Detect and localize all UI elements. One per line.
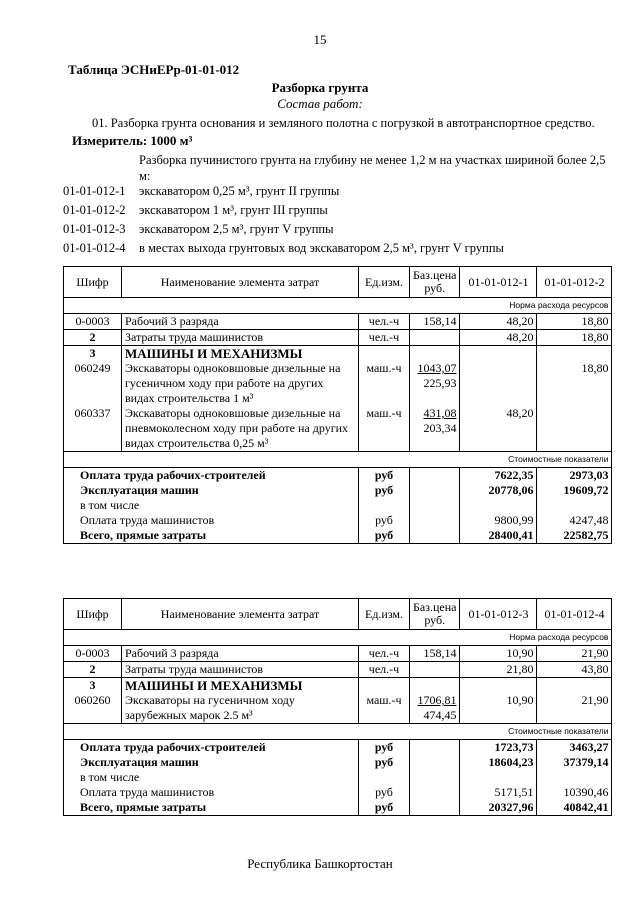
meter-unit: Измеритель: 1000 м³ <box>72 133 193 148</box>
total-value: 20778,06 <box>460 483 537 498</box>
code: 01-01-012-1 <box>63 184 126 198</box>
cell-name: Затраты труда машинистов <box>122 662 359 678</box>
cell-value: 18,80 <box>537 361 612 406</box>
total-unit: руб <box>359 528 410 544</box>
total-name: Оплата труда рабочих-строителей <box>64 468 359 484</box>
cost-label: Стоимостные показатели <box>64 724 612 740</box>
total-value: 9800,99 <box>460 513 537 528</box>
work-description: Разборка пучинистого грунта на глубину не менее 1,2 м на участках шириной более 2,5 м: <box>139 153 606 183</box>
table-row <box>64 330 612 346</box>
table-row <box>64 314 612 330</box>
table-row <box>64 693 612 724</box>
price-primary: 1706,81 <box>417 693 457 707</box>
cell-price: 158,14 <box>410 646 460 662</box>
price-secondary: 203,34 <box>423 421 457 435</box>
section-number: 3 <box>64 678 122 694</box>
header-col2: 01-01-012-2 <box>537 267 612 298</box>
cell-name: Затраты труда машинистов <box>122 330 359 346</box>
norm-label: Норма расхода ресурсов <box>64 298 612 314</box>
table-row <box>64 361 612 406</box>
work-item: 01. Разборка грунта основания и земляного полотна с погрузкой в автотранспортное средство. <box>92 116 595 130</box>
code-line <box>63 203 328 218</box>
table-row <box>64 662 612 678</box>
cell-price <box>410 406 460 452</box>
cell-name: Экскаваторы на гусеничном ходу зарубежных марок 2.5 м³ <box>122 693 359 724</box>
total-value: 10390,46 <box>537 785 612 800</box>
total-value: 40842,41 <box>537 800 612 816</box>
total-row <box>64 770 612 785</box>
cell-unit: чел.-ч <box>359 646 410 662</box>
cell-name: Рабочий 3 разряда <box>122 646 359 662</box>
total-row <box>64 800 612 816</box>
work-composition-label: Состав работ: <box>277 96 363 111</box>
section-number: 3 <box>64 346 122 362</box>
total-value: 4247,48 <box>537 513 612 528</box>
code: 01-01-012-4 <box>63 241 126 255</box>
cell-cipher: 060260 <box>64 693 122 724</box>
total-name: Эксплуатация машин <box>64 755 359 770</box>
cell-cipher: 2 <box>64 330 122 346</box>
cell-price: 158,14 <box>410 314 460 330</box>
total-row <box>64 755 612 770</box>
total-value: 19609,72 <box>537 483 612 498</box>
header-col2: 01-01-012-4 <box>537 599 612 630</box>
cell-value: 21,90 <box>537 693 612 724</box>
cell-value <box>460 361 537 406</box>
cell-unit: маш.-ч <box>359 406 410 452</box>
cell-cipher: 060249 <box>64 361 122 406</box>
total-value: 3463,27 <box>537 740 612 756</box>
cost-label: Стоимостные показатели <box>64 452 612 468</box>
header-name: Наименование элемента затрат <box>122 267 359 298</box>
total-unit: руб <box>359 800 410 816</box>
total-name: в том числе <box>64 770 359 785</box>
cell-price <box>410 693 460 724</box>
total-unit: руб <box>359 513 410 528</box>
total-row <box>64 498 612 513</box>
total-value: 7622,35 <box>460 468 537 484</box>
cell-name: Экскаваторы одноковшовые дизельные на гусеничном ходу при работе на других видах строительства 1 м³ <box>122 361 359 406</box>
cell-price <box>410 330 460 346</box>
cell-value: 48,20 <box>460 406 537 452</box>
price-secondary: 225,93 <box>423 376 457 390</box>
cell-value: 48,20 <box>460 330 537 346</box>
cell-unit: чел.-ч <box>359 330 410 346</box>
header-base-price: Баз.цена руб. <box>410 599 460 630</box>
total-name: Всего, прямые затраты <box>64 528 359 544</box>
price-secondary: 474,45 <box>423 708 457 722</box>
header-col1: 01-01-012-3 <box>460 599 537 630</box>
total-name: Всего, прямые затраты <box>64 800 359 816</box>
total-value: 18604,23 <box>460 755 537 770</box>
total-row <box>64 513 612 528</box>
code-text: в местах выхода грунтовых вод экскаватором 2,5 м³, грунт V группы <box>139 241 504 255</box>
section-row <box>64 678 612 694</box>
section-heading: МАШИНЫ И МЕХАНИЗМЫ <box>122 678 359 694</box>
total-value: 28400,41 <box>460 528 537 544</box>
total-name: Оплата труда машинистов <box>64 785 359 800</box>
price-primary: 1043,07 <box>417 361 457 375</box>
total-unit: руб <box>359 785 410 800</box>
total-unit: руб <box>359 483 410 498</box>
cell-name: Экскаваторы одноковшовые дизельные на пневмоколесном ходу при работе на других видах строительства 0,25 м³ <box>122 406 359 452</box>
code: 01-01-012-2 <box>63 203 126 217</box>
header-cipher: Шифр <box>64 599 122 630</box>
cell-unit: маш.-ч <box>359 361 410 406</box>
header-base-price: Баз.цена руб. <box>410 267 460 298</box>
table-id: Таблица ЭСНиЕРр-01-01-012 <box>68 62 240 77</box>
price-primary: 431,08 <box>423 406 457 420</box>
table-row <box>64 646 612 662</box>
total-value: 37379,14 <box>537 755 612 770</box>
cell-unit: чел.-ч <box>359 662 410 678</box>
total-name: в том числе <box>64 498 359 513</box>
code-line <box>63 241 504 256</box>
code-line <box>63 184 339 199</box>
section-row <box>64 346 612 362</box>
code: 01-01-012-3 <box>63 222 126 236</box>
code-text: экскаватором 2,5 м³, грунт V группы <box>139 222 334 236</box>
cell-unit: чел.-ч <box>359 314 410 330</box>
header-unit: Ед.изм. <box>359 267 410 298</box>
resource-table-1 <box>63 266 612 544</box>
cell-value: 48,20 <box>460 314 537 330</box>
cell-cipher: 0-0003 <box>64 314 122 330</box>
code-line <box>63 222 333 237</box>
cell-value: 43,80 <box>537 662 612 678</box>
cell-value: 10,90 <box>460 693 537 724</box>
table-row <box>64 406 612 452</box>
cell-value: 10,90 <box>460 646 537 662</box>
total-name: Оплата труда машинистов <box>64 513 359 528</box>
total-value: 2973,03 <box>537 468 612 484</box>
total-unit: руб <box>359 755 410 770</box>
total-name: Оплата труда рабочих-строителей <box>64 740 359 756</box>
total-value: 5171,51 <box>460 785 537 800</box>
cell-value: 21,90 <box>537 646 612 662</box>
total-value: 22582,75 <box>537 528 612 544</box>
total-value: 20327,96 <box>460 800 537 816</box>
cell-value: 18,80 <box>537 330 612 346</box>
header-name: Наименование элемента затрат <box>122 599 359 630</box>
section-title: Разборка грунта <box>271 80 369 95</box>
total-row <box>64 483 612 498</box>
header-unit: Ед.изм. <box>359 599 410 630</box>
cell-price <box>410 662 460 678</box>
section-heading: МАШИНЫ И МЕХАНИЗМЫ <box>122 346 359 362</box>
resource-table-2 <box>63 598 612 816</box>
code-text: экскаватором 0,25 м³, грунт II группы <box>139 184 340 198</box>
cell-value: 18,80 <box>537 314 612 330</box>
header-col1: 01-01-012-1 <box>460 267 537 298</box>
total-row <box>64 528 612 544</box>
cell-unit: маш.-ч <box>359 693 410 724</box>
cell-value <box>537 406 612 452</box>
norm-label: Норма расхода ресурсов <box>64 630 612 646</box>
cell-name: Рабочий 3 разряда <box>122 314 359 330</box>
page-footer: Республика Башкортостан <box>247 856 393 871</box>
code-text: экскаватором 1 м³, грунт III группы <box>139 203 328 217</box>
total-unit: руб <box>359 468 410 484</box>
total-row <box>64 468 612 484</box>
header-cipher: Шифр <box>64 267 122 298</box>
cell-cipher: 2 <box>64 662 122 678</box>
total-value: 1723,73 <box>460 740 537 756</box>
cell-cipher: 0-0003 <box>64 646 122 662</box>
total-row <box>64 740 612 756</box>
cell-value: 21,80 <box>460 662 537 678</box>
page-number: 15 <box>313 32 327 47</box>
cell-price <box>410 361 460 406</box>
total-name: Эксплуатация машин <box>64 483 359 498</box>
total-row <box>64 785 612 800</box>
cell-cipher: 060337 <box>64 406 122 452</box>
total-unit: руб <box>359 740 410 756</box>
